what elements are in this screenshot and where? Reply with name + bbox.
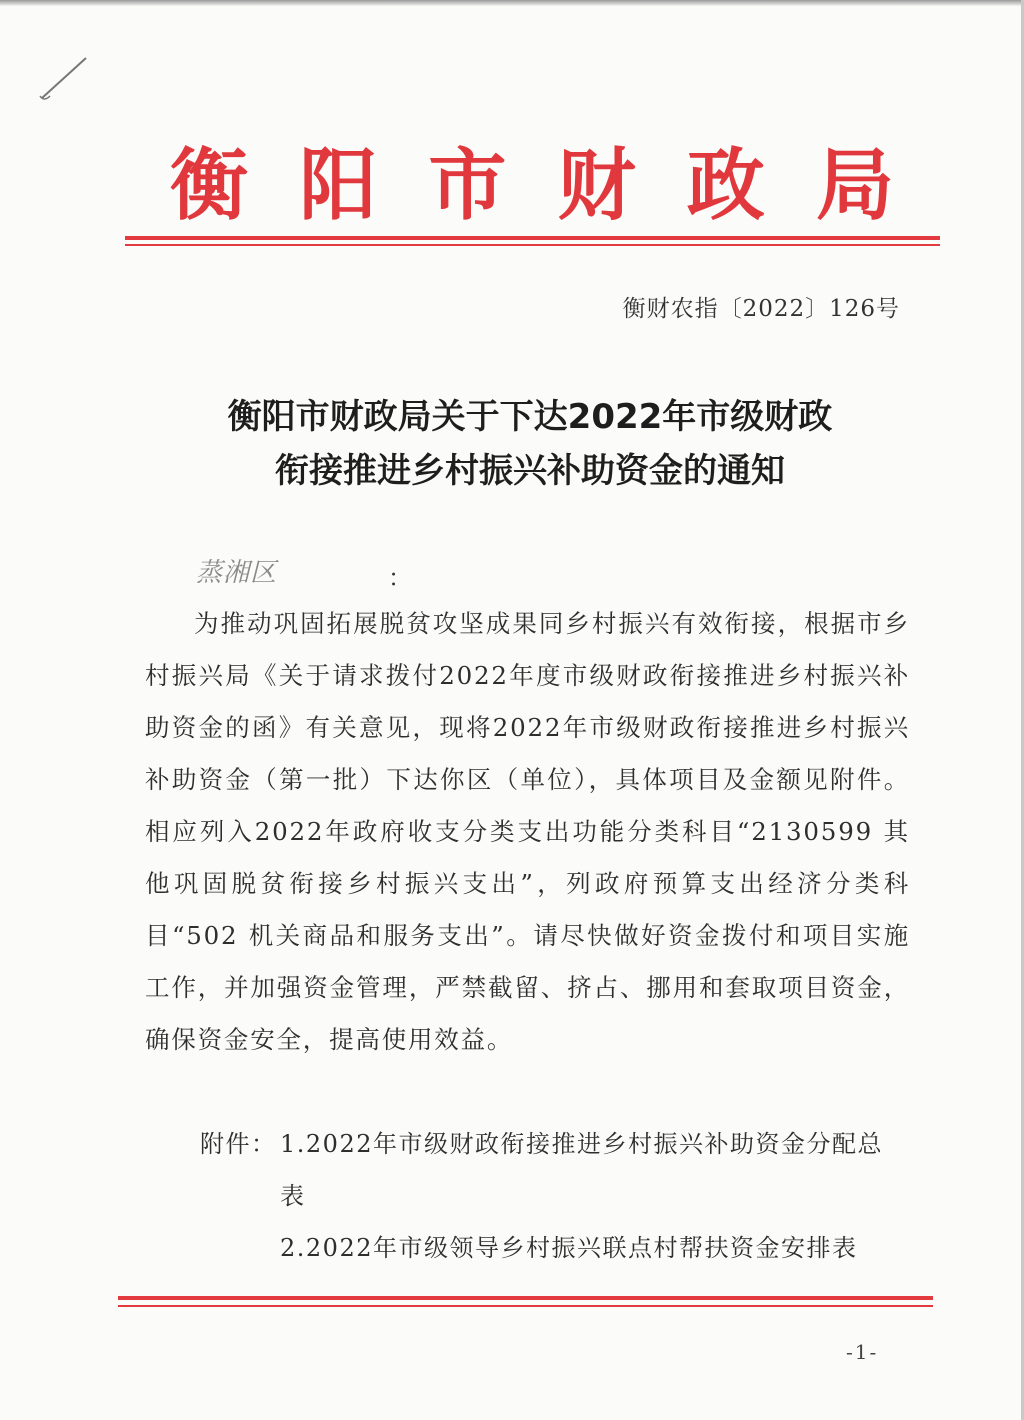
title-line-2: 衔接推进乡村振兴补助资金的通知 xyxy=(275,451,785,491)
attachments-list xyxy=(280,1118,908,1274)
footer-rule-thin xyxy=(118,1305,933,1307)
issuer-header xyxy=(120,124,940,234)
footer-rule-thick xyxy=(118,1296,933,1300)
body-paragraph: 为推动巩固拓展脱贫攻坚成果同乡村振兴有效衔接，根据市乡村振兴局《关于请求拨付2022年度市级财政衔接推进乡村振兴补助资金的函》有关意见，现将2022年市级财政衔接推进乡村振兴补助资金（第一批）下达你区（单位），具体项目及金额见附件。相应列入2022年政府收支分类支出功能分类科目“2130599 其他巩固脱贫衔接乡村振兴支出”，列政府预算支出经济分类科目“502 机关商品和服务支出”。请尽快做好资金拨付和项目实施工作，并加强资金管理，严禁截留、挤占、挪用和套取项目资金，确保资金安全，提高使用效益。 xyxy=(145,609,910,1054)
recipient-colon: ： xyxy=(388,564,412,592)
header-rule-thin xyxy=(125,244,940,246)
document-title xyxy=(140,390,920,498)
header-char: 局 xyxy=(815,140,894,231)
document-number: 衡财农指〔2022〕126号 xyxy=(622,296,900,322)
header-char: 市 xyxy=(428,140,507,231)
title-line-1: 衡阳市财政局关于下达2022年市级财政 xyxy=(227,397,833,437)
header-rule-thick xyxy=(125,236,940,240)
header-char: 政 xyxy=(686,140,765,231)
pencil-mark-icon xyxy=(36,52,92,104)
header-char: 衡 xyxy=(170,140,249,231)
scan-edge-top xyxy=(0,0,1024,6)
attachment-item: 1.2022年市级财政衔接推进乡村振兴补助资金分配总表 xyxy=(280,1130,883,1210)
page-number: -1- xyxy=(846,1340,879,1364)
attachment-item: 2.2022年市级领导乡村振兴联点村帮扶资金安排表 xyxy=(280,1234,858,1262)
recipient-handwritten: 蒸湘区 xyxy=(196,558,278,588)
attachments-label: 附件： xyxy=(200,1130,277,1158)
header-char: 阳 xyxy=(299,140,378,231)
header-char: 财 xyxy=(557,140,636,231)
